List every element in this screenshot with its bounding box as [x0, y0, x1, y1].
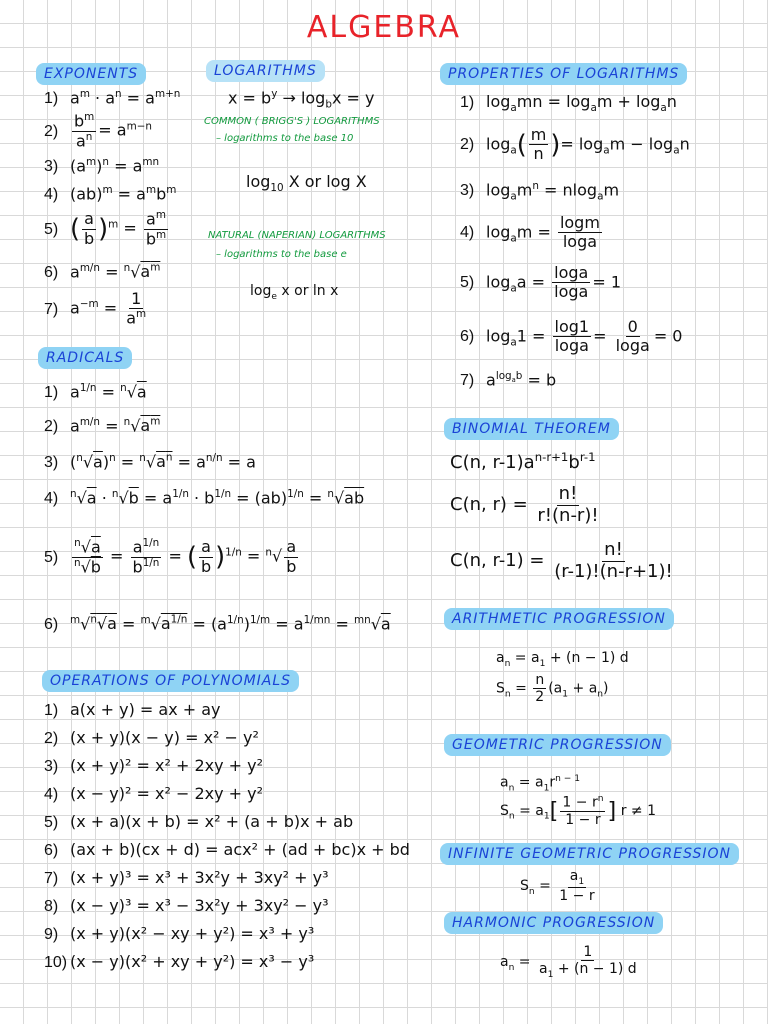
logarithms-header: LOGARITHMS: [206, 60, 325, 82]
exponent-rule-5: 5) ( $\frac{a}{b}$ )$^m$ = $\frac{a^m}{b^m}$: [44, 209, 167, 249]
polynomial-rule-5: 5) (x + a)(x + b) = x² + (a + b)x + ab: [44, 812, 354, 831]
radical-rule-5: 5) $\frac{^n√a}{^n√b}$ = $\frac{a^{1/n}}{b^{1/n}}$ = ( $\frac{a}{b}$ )$^{1/n}$ = $^n$√ $\frac{a}{b}$: [44, 537, 297, 577]
common-log-form: $\log_{10} X$ or log X: [246, 172, 367, 195]
page-title: ALGEBRA: [306, 10, 462, 45]
infinite-header: INFINITE GEOMETRIC PROGRESSION: [440, 843, 739, 865]
polynomial-rule-1: 1) a(x + y) = ax + ay: [44, 700, 221, 719]
log-definition: $x = b^y \to \log_bx = y$: [228, 88, 375, 111]
radical-rule-1: 1) $a^{1/n} = ^n√a$: [44, 382, 147, 402]
common-log-sub: – logarithms to the base 10: [216, 133, 354, 144]
exponent-rule-4: 4) $(ab)^m = a^mb^m$: [44, 184, 177, 204]
polynomial-rule-10: 10) (x − y)(x² + xy + y²) = x³ − y³: [44, 952, 315, 971]
radical-rule-4: 4) $^n√a \cdot ^n√b = a^{1/n} \cdot b^{1/n} = (ab)^{1/n} = ^n√ab$: [44, 488, 365, 508]
natural-log-form: $\log_e x$ or ln x: [250, 283, 339, 302]
geometric-header: GEOMETRIC PROGRESSION: [444, 734, 671, 756]
radical-rule-2: 2) $a^{m/n} = ^n√a^m$: [44, 416, 161, 436]
harmonic-header: HARMONIC PROGRESSION: [444, 912, 663, 934]
natural-log-note: NATURAL (NAPERIAN) LOGARITHMS: [208, 230, 386, 241]
log-property-3: 3) $\log_am^n = nlog_am$: [460, 180, 620, 203]
log-property-7: 7) $a^{log_ab} = b$: [460, 370, 557, 390]
binomial-coefficient: C(n, r) = $\frac{n!}{r!(n-r)!}$: [450, 483, 599, 526]
harmonic-nth-term: $a_n$ = $\frac{1}{a_1 + (n - 1) d}$: [500, 944, 637, 980]
exponents-header: EXPONENTS: [36, 63, 146, 85]
properties-header: PROPERTIES OF LOGARITHMS: [440, 63, 687, 85]
exponent-rule-7: 7) $a^{-m}$ = $\frac{1}{a^m}$: [44, 289, 147, 328]
log-property-4: 4) $\log_am$ = $\frac{\log m}{\log a}$: [460, 213, 600, 252]
log-property-5: 5) $\log_aa$ = $\frac{\log a}{\log a}$ = 1: [460, 263, 622, 302]
arithmetic-sum: $S_n$ = $\frac{n}{2}$ $(a_1 + a_n)$: [496, 672, 609, 706]
common-log-note: COMMON ( BRIGG'S ) LOGARITHMS: [204, 116, 380, 127]
polynomial-rule-6: 6) (ax + b)(cx + d) = acx² + (ad + bc)x + bd: [44, 840, 410, 859]
geometric-nth-term: $a_n = a_1r^{n - 1}$: [500, 774, 581, 794]
radical-rule-6: 6) $^m√^n√a = ^m√a^{1/n} = (a^{1/n})^{1/m} = a^{1/mn} = ^{mn}√a$: [44, 614, 391, 634]
exponent-rule-6: 6) $a^{m/n} = ^n√a^m$: [44, 262, 161, 282]
binomial-coefficient-r-1: C(n, r-1) = $\frac{n!}{(r-1)!(n-r+1)!}$: [450, 539, 673, 582]
polynomial-rule-8: 8) (x − y)³ = x³ − 3x²y + 3xy² − y³: [44, 896, 329, 915]
geometric-sum: $S_n = a_1$[ $\frac{1 - r^n}{1 - r}$ ] r ≠ 1: [500, 794, 656, 828]
binomial-header: BINOMIAL THEOREM: [444, 418, 619, 440]
polynomial-rule-3: 3) (x + y)² = x² + 2xy + y²: [44, 756, 264, 775]
radicals-header: RADICALS: [38, 347, 132, 369]
infinite-sum: $S_n$ = $\frac{a_1}{1 - r}$: [520, 868, 595, 905]
arithmetic-header: ARITHMETIC PROGRESSION: [444, 608, 674, 630]
exponent-rule-1: 1) $a^m \cdot a^n = a^{m+n}$: [44, 88, 181, 108]
arithmetic-nth-term: $a_n = a_1 + (n - 1)$ d: [496, 650, 629, 669]
polynomial-rule-4: 4) (x − y)² = x² − 2xy + y²: [44, 784, 264, 803]
log-property-6: 6) $\log_a1$ = $\frac{\log 1}{\log a}$ = $\frac{0}{\log a}$ = 0: [460, 317, 683, 356]
polynomials-header: OPERATIONS OF POLYNOMIALS: [42, 670, 299, 692]
exponent-rule-3: 3) $(a^m)^n = a^{mn}$: [44, 156, 160, 176]
polynomial-rule-2: 2) (x + y)(x − y) = x² − y²: [44, 728, 259, 747]
polynomial-rule-7: 7) (x + y)³ = x³ + 3x²y + 3xy² + y³: [44, 868, 329, 887]
radical-rule-3: 3) $(^n√a)^n = ^n√a^n = a^{n/n} = a$: [44, 452, 256, 472]
log-property-1: 1) $\log_amn = \log_am + \log_an$: [460, 92, 677, 115]
log-property-2: 2) $\log_a$( $\frac{m}{n}$ )= $\log_am - \log_an$: [460, 125, 690, 164]
polynomial-rule-9: 9) (x + y)(x² − xy + y²) = x³ + y³: [44, 924, 315, 943]
natural-log-sub: – logarithms to the base e: [216, 249, 347, 260]
exponent-rule-2: 2) $\frac{b^m}{a^n}$ = $a^{m-n}$: [44, 111, 152, 151]
binomial-term: C(n, $r-1)a^{n-r+1}b^{r-1}$: [450, 450, 596, 473]
